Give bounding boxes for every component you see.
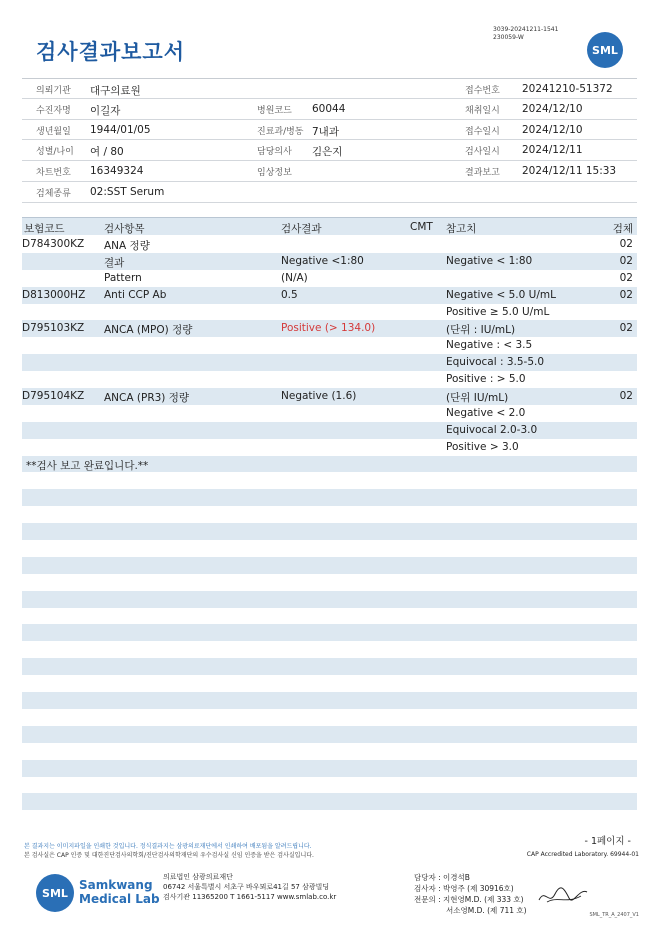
empty-row xyxy=(22,489,637,506)
empty-row xyxy=(22,709,637,726)
table-row xyxy=(22,253,637,270)
info-row xyxy=(22,120,637,141)
page-number: - 1페이지 - xyxy=(584,836,631,847)
doc-code-2: 230059-W xyxy=(493,34,524,41)
info-value: 김은지 xyxy=(312,146,343,159)
table-row xyxy=(22,456,637,473)
cell-result: Negative <1:80 xyxy=(281,254,364,267)
cell-item: Pattern xyxy=(104,271,142,284)
cell-item: Anti CCP Ab xyxy=(104,288,167,301)
info-label: 접수번호 xyxy=(465,86,500,96)
info-label: 수진자명 xyxy=(36,105,71,116)
staff-line: 전문의 : 지현영M.D. (제 333 호) xyxy=(414,895,524,904)
header-spec: 검체 xyxy=(612,223,633,235)
address-line: 의료법인 삼광의료재단 xyxy=(163,873,233,881)
doc-code-1: 3039-20241211-1541 xyxy=(493,26,559,33)
cell-code: **검사 보고 완료입니다.** xyxy=(26,459,149,472)
patient-info-table xyxy=(22,78,637,203)
empty-row xyxy=(22,692,637,709)
cell-result: (N/A) xyxy=(281,271,308,284)
empty-row xyxy=(22,658,637,675)
cell-code: D795103KZ xyxy=(22,322,85,335)
cell-code: D784300KZ xyxy=(22,238,85,250)
info-label: 의뢰기관 xyxy=(36,86,71,96)
empty-row xyxy=(22,506,637,523)
footer-notice: 본 결과지는 이미지파일을 인쇄한 것입니다. 정식결과지는 삼광의료재단에서 인쇄하여 배포됨을 알려드립니다. xyxy=(24,843,312,850)
info-label: 병원코드 xyxy=(257,105,292,116)
signature-icon xyxy=(535,880,590,910)
info-value: 16349324 xyxy=(90,165,144,178)
cell-ref: Positive ≥ 5.0 U/mL xyxy=(446,305,550,318)
empty-row xyxy=(22,675,637,692)
cell-ref: Negative < 1:80 xyxy=(446,254,533,267)
info-label: 검사일시 xyxy=(465,147,500,158)
info-value: 20241210-51372 xyxy=(522,83,613,95)
header-result: 검사결과 xyxy=(281,223,322,235)
lab-address xyxy=(163,872,336,902)
info-row xyxy=(22,140,637,161)
info-label: 검체종류 xyxy=(36,188,71,199)
cell-ref: Equivocal : 3.5-5.0 xyxy=(446,356,545,369)
table-row xyxy=(22,388,637,405)
info-label: 접수일시 xyxy=(465,126,500,137)
table-row xyxy=(22,354,637,371)
cell-ref: (단위 : IU/mL) xyxy=(446,324,516,337)
cell-result: Negative (1.6) xyxy=(281,390,357,403)
empty-row xyxy=(22,557,637,574)
staff-line: 담당자 : 이경석B xyxy=(414,873,470,882)
header-item: 검사항목 xyxy=(104,223,145,235)
info-label: 차트번호 xyxy=(36,168,71,179)
cap-accreditation: CAP Accredited Laboratory. 69944-01 xyxy=(526,851,639,858)
results-table-header xyxy=(22,217,637,235)
table-row xyxy=(22,236,637,253)
info-value: 2024/12/10 xyxy=(522,123,583,136)
report-title: 검사결과보고서 xyxy=(36,40,186,64)
info-value: 대구의료원 xyxy=(90,85,141,97)
table-row xyxy=(22,405,637,422)
cell-ref: Positive : > 5.0 xyxy=(446,373,526,386)
info-row xyxy=(22,78,637,99)
cell-ref: Equivocal 2.0-3.0 xyxy=(446,423,538,436)
info-label: 결과보고 xyxy=(465,168,500,179)
info-value: 2024/12/11 xyxy=(522,144,583,157)
staff-line: 서소영M.D. (제 711 호) xyxy=(446,906,527,915)
cell-code: D795104KZ xyxy=(22,390,85,403)
cell-ref: Negative < 2.0 xyxy=(446,406,526,419)
info-label: 담당의사 xyxy=(257,147,292,158)
cell-spec: 02 xyxy=(619,322,633,335)
empty-row xyxy=(22,523,637,540)
info-row xyxy=(22,161,637,182)
info-label: 진료과/병동 xyxy=(257,126,304,137)
empty-row xyxy=(22,760,637,777)
empty-row xyxy=(22,726,637,743)
header-cmt: CMT xyxy=(410,221,433,233)
document-codes xyxy=(493,26,558,42)
info-value: 02:SST Serum xyxy=(90,185,165,198)
empty-row xyxy=(22,777,637,794)
info-value: 여 / 80 xyxy=(90,146,124,159)
empty-row xyxy=(22,641,637,658)
cell-ref: Positive > 3.0 xyxy=(446,440,519,453)
cell-spec: 02 xyxy=(619,254,633,267)
table-row xyxy=(22,371,637,388)
table-row xyxy=(22,337,637,354)
cell-spec: 02 xyxy=(619,390,633,403)
cell-ref: (단위 IU/mL) xyxy=(446,392,509,405)
brand-line-1: Samkwang xyxy=(79,878,153,892)
header-ref: 참고치 xyxy=(446,223,477,235)
results-table-body xyxy=(22,236,637,827)
cell-spec: 02 xyxy=(619,288,633,301)
info-value: 60044 xyxy=(312,102,346,115)
cell-item: 결과 xyxy=(104,256,125,269)
brand-name xyxy=(79,878,160,906)
info-value: 1944/01/05 xyxy=(90,123,151,136)
cell-item: ANCA (MPO) 정량 xyxy=(104,324,193,337)
cell-spec: 02 xyxy=(619,271,633,284)
info-label: 채취일시 xyxy=(465,105,500,116)
table-row xyxy=(22,304,637,321)
cell-result: 0.5 xyxy=(281,288,298,301)
empty-row xyxy=(22,608,637,625)
staff-list xyxy=(414,872,527,916)
empty-row xyxy=(22,793,637,810)
cell-code: D813000HZ xyxy=(22,288,86,301)
cell-ref: Negative : < 3.5 xyxy=(446,339,533,352)
table-row xyxy=(22,320,637,337)
info-row xyxy=(22,182,637,203)
info-label: 성별/나이 xyxy=(36,147,74,158)
brand-line-2: Medical Lab xyxy=(79,892,160,906)
form-code: SML_TR_A_2407_V1 xyxy=(589,912,639,918)
info-label: 임상정보 xyxy=(257,168,292,179)
empty-row xyxy=(22,810,637,827)
staff-line: 검사자 : 박영주 (제 30916호) xyxy=(414,884,514,893)
cell-item: ANCA (PR3) 정량 xyxy=(104,392,190,405)
info-row xyxy=(22,99,637,120)
info-value: 2024/12/11 15:33 xyxy=(522,165,617,178)
cell-ref: Negative < 5.0 U/mL xyxy=(446,288,556,301)
cell-spec: 02 xyxy=(619,238,633,250)
empty-row xyxy=(22,743,637,760)
accreditation-notice: 본 검사실은 CAP 인증 및 대한진단검사의학회/진단검사의학재단의 우수검사실 신임 인증을 받은 검사실입니다. xyxy=(24,852,314,859)
empty-row xyxy=(22,591,637,608)
info-value: 7내과 xyxy=(312,125,339,138)
table-row xyxy=(22,287,637,304)
info-value: 2024/12/10 xyxy=(522,102,583,115)
cell-item: ANA 정량 xyxy=(104,240,150,252)
info-value: 이길자 xyxy=(90,104,121,117)
table-row xyxy=(22,422,637,439)
empty-row xyxy=(22,472,637,489)
address-line: 06742 서울특별시 서초구 바우뫼로41길 57 삼광빌딩 xyxy=(163,883,330,891)
info-label: 생년월일 xyxy=(36,126,71,137)
table-row xyxy=(22,439,637,456)
sml-logo-icon: SML xyxy=(36,874,74,912)
empty-row xyxy=(22,574,637,591)
address-line: 검사기관 11365200 T 1661-5117 www.smlab.co.kr xyxy=(163,893,337,901)
cell-result: Positive (> 134.0) xyxy=(281,322,376,335)
empty-row xyxy=(22,540,637,557)
header-code: 보험코드 xyxy=(24,223,65,235)
empty-row xyxy=(22,624,637,641)
table-row xyxy=(22,270,637,287)
sml-logo-icon: SML xyxy=(587,32,623,68)
